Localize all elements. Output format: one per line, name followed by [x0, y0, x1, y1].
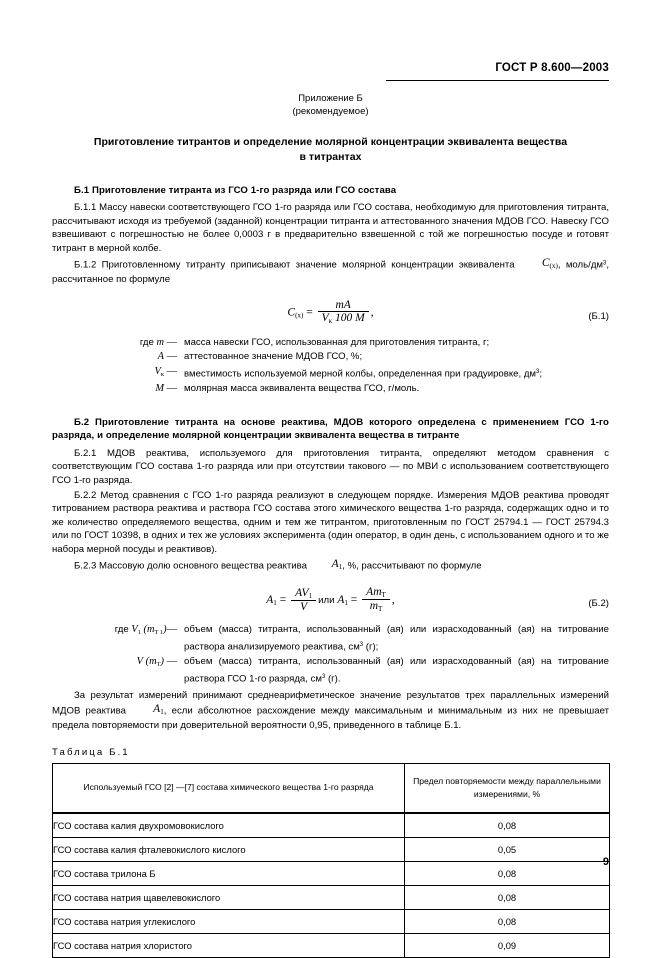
- section-b1-heading: Б.1 Приготовление титранта из ГСО 1-го разряда или ГСО состава: [74, 185, 397, 196]
- definition-item: [52, 336, 609, 351]
- table-cell-name: ГСО состава натрия углекислого: [53, 909, 405, 933]
- table-row: [53, 837, 610, 861]
- formula-b2-expression: $A_1$ = $\frac{AV_1}{V}$ или $A_1$ = $\frac{Am_T}{m_T}$ ,: [266, 586, 395, 614]
- symbol-a1: $A_1$: [331, 558, 343, 572]
- page-content: [52, 0, 609, 958]
- paragraph-b12-text-1: Б.1.2 Приготовленному титранту приписывают значение молярной концентрации эквивалента: [74, 259, 520, 271]
- unit-exponent: 3: [603, 260, 607, 267]
- table-cell-value: 0,08: [405, 813, 610, 838]
- table-cell-value: 0,05: [405, 837, 610, 861]
- annex-status: (рекомендуемое): [292, 106, 369, 117]
- table-row: [53, 885, 610, 909]
- paragraph-b21: Б.2.1 МДОВ реактива, используемого для приготовления титранта, определяют методом сравнения с соответствующим ГСО состава 1-го разряда или при отсутствии такового — по МВИ с использованием соответствующего ГСО 1-го разряда.: [52, 447, 609, 486]
- table-cell-name: ГСО состава натрия щавелевокислого: [53, 885, 405, 909]
- table-row: [53, 933, 610, 957]
- table-header-row: [53, 763, 610, 813]
- annex-heading: [52, 92, 609, 118]
- definition-item: [52, 655, 609, 686]
- formula-b2-row: [52, 587, 609, 617]
- table-cell-name: ГСО состава натрия хлористого: [53, 933, 405, 957]
- definition-item: [52, 382, 609, 397]
- paragraph-b12-text-3: , рассчитанное по формуле: [52, 259, 609, 286]
- formula-connector: или: [318, 595, 335, 607]
- equation-number-b2: (Б.2): [588, 598, 609, 610]
- table-cell-value: 0,08: [405, 909, 610, 933]
- definition-symbol: где m —: [139, 336, 177, 348]
- table-row: [53, 861, 610, 885]
- paragraph-b12: [52, 257, 609, 287]
- table-header-limit: Предел повторяемости между параллельными измерениями, %: [405, 763, 610, 813]
- definition-symbol: где $V_1$ $(m_{T 1})—$: [114, 624, 177, 637]
- table-cell-name: ГСО состава калия фталевокислого кислого: [53, 837, 405, 861]
- fraction-b1: $\frac{mA}{V_к 100 M}$: [318, 299, 369, 325]
- table-cell-name: ГСО состава калия двухромовокислого: [53, 813, 405, 838]
- definitions-b2: [52, 623, 609, 686]
- section-b2-heading: Б.2 Приготовление титранта на основе реактива, МДОВ которого определена с применением ГСО 1-го разряда, и определение молярной концентрации эквивалента вещества в титранте: [52, 417, 609, 442]
- fraction-b2-left: $\frac{AV_1}{V}$: [291, 587, 316, 613]
- table-cell-value: 0,08: [405, 885, 610, 909]
- table-caption: Таблица Б.1: [52, 746, 130, 758]
- paragraph-b12-text-2: , моль/дм: [557, 259, 604, 271]
- page-number: 9: [602, 856, 609, 868]
- formula-b2: [52, 587, 609, 614]
- table-b1: [52, 763, 610, 958]
- annex-title-line-1: Приготовление титрантов и определение молярной концентрации эквивалента вещества: [93, 136, 568, 148]
- definition-text: молярная масса эквивалента вещества ГСО, г/моль.: [184, 383, 420, 395]
- definition-text: вместимость используемой мерной колбы, определенная при градуировке, $дм^3$;: [184, 368, 543, 380]
- definition-text: аттестованное значение МДОВ ГСО, %;: [184, 351, 363, 363]
- standard-number-header: ГОСТ Р 8.600—2003: [495, 62, 609, 74]
- paragraph-b22: Б.2.2 Метод сравнения с ГСО 1-го разряда реализуют в следующем порядке. Измерения МДОВ реактива проводят титрованием раствора реактива и раствора ГСО состава этого химического вещества 1-го разряда, содержащих одно и то же количество определяемого вещества, одним и тем же титрантом, приготовленным по ГОСТ 25794.1 — ГОСТ 25794.3 или по ГОСТ 10398, в одних и тех же условиях эксперимента (один оператор, в один день, с использованием одного и то же набора мерной посуды и реактивов).: [52, 490, 609, 555]
- table-row: [53, 813, 610, 838]
- equation-number-b1: (Б.1): [588, 310, 609, 322]
- definition-text: объем (масса) титранта, использованный (ая) или израсходованный (ая) на титрование раствора ГСО 1-го разряда, $см^3$ (г).: [184, 655, 609, 684]
- paragraph-b2-result: [52, 689, 609, 732]
- annex-title-line-2: в титрантах: [299, 151, 362, 163]
- definition-symbol: A —: [157, 351, 177, 363]
- table-cell-value: 0,08: [405, 861, 610, 885]
- formula-b1-expression: $C_{(x)}$ = $\frac{mA}{V_к 100 M}$ ,: [287, 298, 374, 325]
- table-header-gso: Используемый ГСО [2] —[7] состава химического вещества 1-го разряда: [53, 763, 405, 813]
- definition-symbol: M —: [155, 383, 177, 395]
- annex-label: Приложение Б: [298, 93, 363, 104]
- paragraph-b23-text-1: Б.2.3 Массовую долю основного вещества реактива: [74, 560, 310, 572]
- table-cell-name: ГСО состава трилона Б: [53, 861, 405, 885]
- table-cell-value: 0,09: [405, 933, 610, 957]
- paragraph-b11: Б.1.1 Массу навески соответствующего ГСО 1-го разряда или ГСО состава, необходимую для приготовления титранта, рассчитывают исходя из требуемой (заданной) концентрации титранта и аттестованного значения МДОВ ГСО. Навеску ГСО взвешивают с погрешностью не более 0,0003 г в предварительно взвешенной с той же погрешностью посуде и готовят титрант в мерной колбе.: [52, 202, 609, 254]
- definition-item: [52, 365, 609, 382]
- definition-symbol: V $(m_T)$ —: [136, 655, 177, 668]
- formula-b1: [52, 300, 609, 326]
- paragraph-b23-text-2: , %, рассчитывают по формуле: [342, 560, 482, 572]
- table-row: [53, 909, 610, 933]
- definition-item: [52, 623, 609, 654]
- formula-b1-row: [52, 300, 609, 330]
- definitions-b1: [52, 336, 609, 397]
- paragraph-b2-result-text-1: За результат измерений принимают среднеарифметическое значение результатов трех параллельных измерений МДОВ реактива: [52, 690, 609, 717]
- paragraph-b2-result-text-2: , если абсолютное расхождение между максимальным и минимальным из них не превышает предела повторяемости при доверительной вероятности 0,95, приведенного в таблице Б.1.: [52, 705, 609, 732]
- definition-item: [52, 350, 609, 365]
- annex-title: [52, 135, 609, 165]
- paragraph-b23: [52, 558, 609, 574]
- definition-symbol: $V_к$ —: [154, 366, 177, 378]
- fraction-b2-right: $\frac{Am_T}{m_T}$: [362, 586, 390, 613]
- symbol-concentration: $C_{(x)}$: [541, 257, 558, 271]
- definition-text: масса навески ГСО, использованная для приготовления титранта, г;: [184, 336, 490, 348]
- definition-text: объем (масса) титранта, использованный (ая) или израсходованный (ая) на титрование раствора анализируемого реактива, $см^3$ (г);: [184, 624, 609, 653]
- symbol-a1-result: $A_1$: [153, 702, 164, 716]
